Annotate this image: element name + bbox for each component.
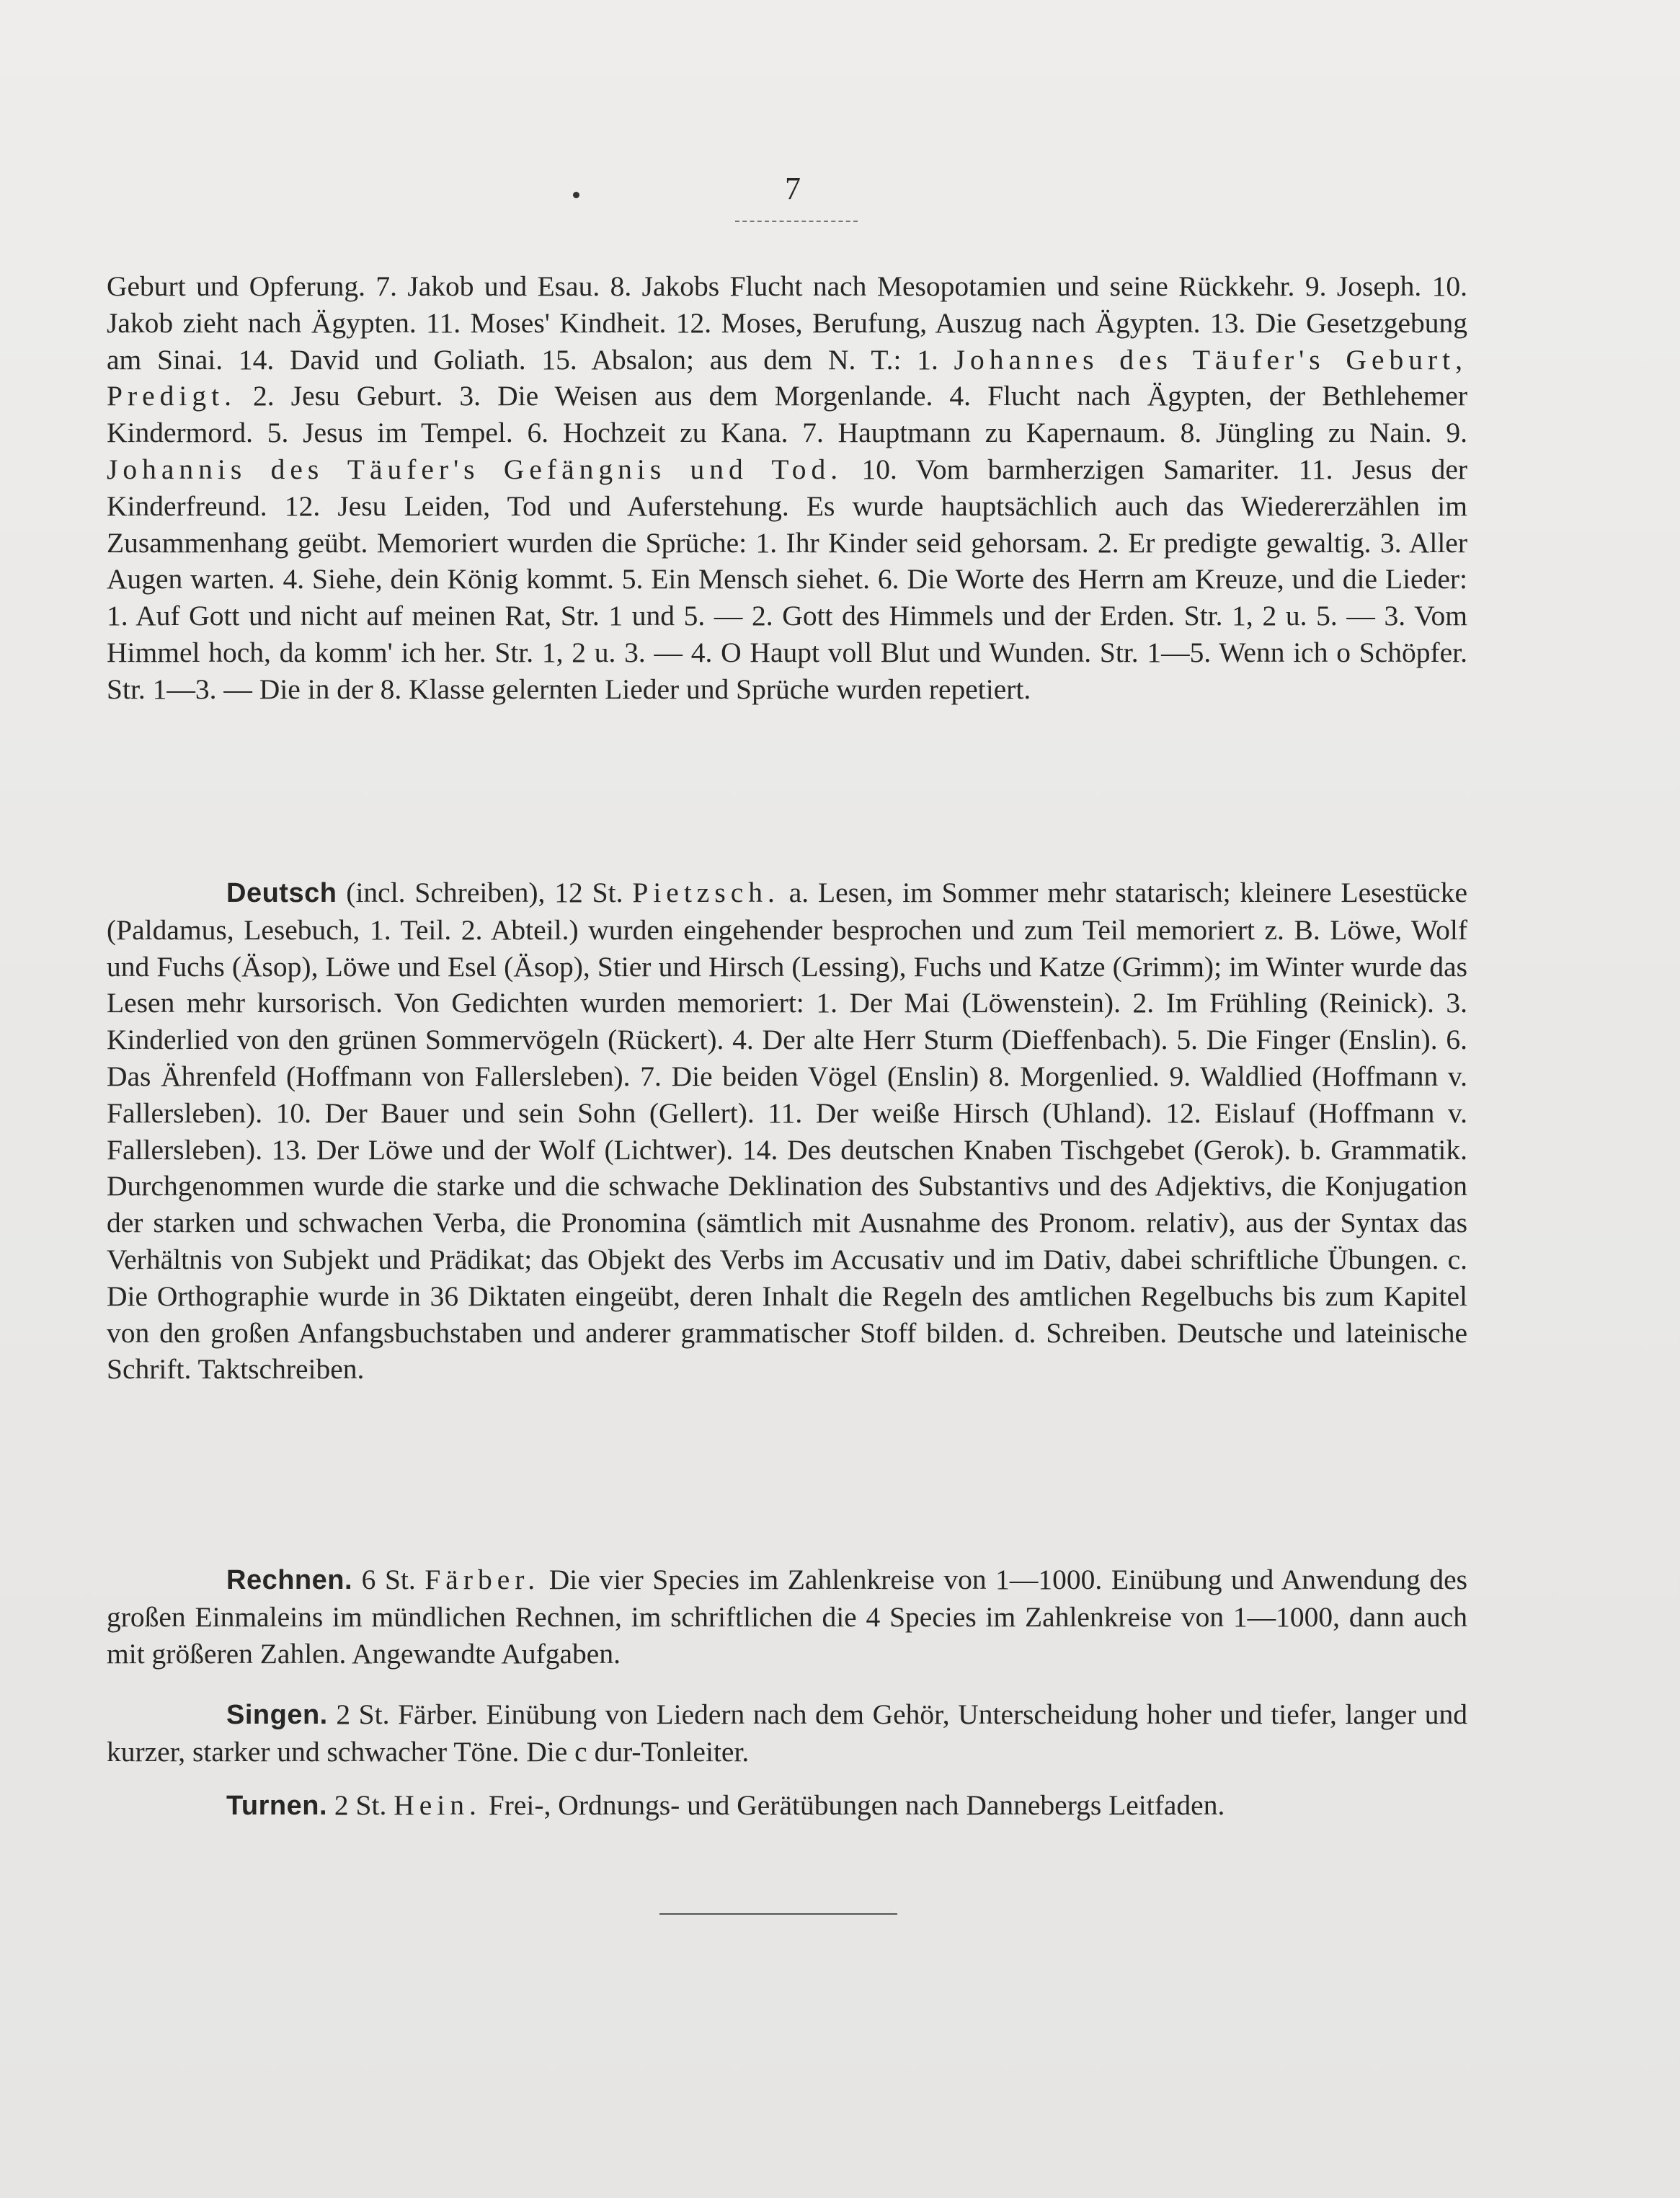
deutsch-teacher: Pietzsch. [632,877,780,908]
rechnen-teacher: Färber. [425,1564,541,1595]
religion-text-b: 2. Jesu Geburt. 3. Die Weisen aus dem Morgenlande. 4. Flucht nach Ägypten, der Bethlehemer Kindermord. 5. Jesus im Tempel. 6. Hochzeit zu Kana. 7. Hauptmann zu Kapernaum. 8. Jüngling zu Nain. 9. [107,380,1467,449]
paragraph-singen [107,1696,1467,1771]
rechnen-heading: Rechnen. [226,1565,353,1595]
paragraph-rechnen [107,1561,1467,1672]
turnen-heading: Turnen. [226,1791,328,1821]
singen-heading: Singen. [226,1700,328,1730]
paragraph-deutsch [107,874,1467,1388]
deutsch-text-a: (incl. Schreiben), 12 St. [337,877,633,908]
deutsch-text-b: a. Lesen, im Sommer mehr statarisch; kleinere Lesestücke (Paldamus, Lesebuch, 1. Teil. 2. Abteil.) wurden eingehender besprochen und zum Teil memoriert z. B. Löwe, Wolf und Fuchs (Äsop), Löwe und Esel (Äsop), Stier und Hirsch (Lessing), Fuchs und Katze (Grimm); im Winter wurde das Lesen mehr kursorisch. Von Gedichten wurden memoriert: 1. Der Mai (Löwenstein). 2. Im Frühling (Reinick). 3. Kinderlied von den grünen Sommervögeln (Rückert). 4. Der alte Herr Sturm (Dieffenbach). 5. Die Finger (Enslin). 6. Das Ährenfeld (Hoffmann von Fallersleben). 7. Die beiden Vögel (Enslin) 8. Morgenlied. 9. Waldlied (Hoffmann v. Fallersleben). 10. Der Bauer und sein Sohn (Gellert). 11. Der weiße Hirsch (Uhland). 12. Eislauf (Hoffmann v. Fallersleben). 13. Der Löwe und der Wolf (Lichtwer). 14. Des deutschen Knaben Tischgebet (Gerok). b. Grammatik. Durchgenommen wurde die starke und die schwache Deklination des Substantivs und des Adjektivs, die Konjugation der starken und schwachen Verba, die Pronomina (sämtlich mit Ausnahme des Pronom. relativ), aus der Syntax das Verhältnis von Subjekt und Prädikat; das Objekt des Verbs im Accusativ und im Dativ, dabei schriftliche Übungen. c. Die Orthographie wurde in 36 Diktaten eingeübt, deren Inhalt die Regeln des amtlichen Regelbuchs bis zum Kapitel von den großen Anfangsbuchstaben und anderer grammatischer Stoff bilden. d. Schreiben. Deutsche und lateinische Schrift. Taktschreiben. [107,877,1467,1386]
religion-spaced-a: Johannes des Täufer's Geburt, Predigt. [107,343,1467,412]
religion-text-a: Geburt und Opferung. 7. Jakob und Esau. 8. Jakobs Flucht nach Mesopotamien und seine Rückkehr. 9. Joseph. 10. Jakob zieht nach Ägypten. 11. Moses' Kindheit. 12. Moses, Berufung, Auszug nach Ägypten. 13. Die Gesetzgebung am Sinai. 14. David und Goliath. 15. Absalon; aus dem N. T.: 1. [107,270,1467,376]
paragraph-turnen [107,1787,1467,1825]
rechnen-text-a: 6 St. [352,1564,425,1595]
religion-spaced-b: Johannis des Täufer's Gefängnis und Tod. [107,453,843,485]
singen-teacher: Färber. [398,1698,478,1730]
turnen-teacher: Hein. [394,1789,481,1821]
paragraph-religion-continued [107,268,1467,708]
singen-text-a: 2 St. [327,1698,399,1730]
page-number-underline [735,221,858,222]
turnen-text-b: Frei-, Ordnungs- und Gerätübungen nach Dannebergs Leitfaden. [481,1789,1225,1821]
end-rule [659,1913,897,1915]
singen-text-b: Einübung von Liedern nach dem Gehör, Unterscheidung hoher und tiefer, langer und kurzer, starker und schwacher Töne. Die c dur-Tonleiter. [107,1698,1467,1768]
deutsch-heading: Deutsch [226,878,337,908]
turnen-text-a: 2 St. [327,1789,394,1821]
rechnen-text-b: Die vier Species im Zahlenkreise von 1—1000. Einübung und Anwendung des großen Einmaleins im mündlichen Rechnen, im schriftlichen die 4 Species im Zahlenkreise von 1—1000, dann auch mit größeren Zahlen. Angewandte Aufgaben. [107,1564,1467,1670]
religion-text-c: 10. Vom barmherzigen Samariter. 11. Jesus der Kinderfreund. 12. Jesu Leiden, Tod und Auferstehung. Es wurde hauptsächlich auch das Wiedererzählen im Zusammenhang geübt. Memoriert wurden die Sprüche: 1. Ihr Kinder seid gehorsam. 2. Er predigte gewaltig. 3. Aller Augen warten. 4. Siehe, dein König kommt. 5. Ein Mensch siehet. 6. Die Worte des Herrn am Kreuze, und die Lieder: 1. Auf Gott und nicht auf meinen Rat, Str. 1 und 5. — 2. Gott des Himmels und der Erden. Str. 1, 2 u. 5. — 3. Vom Himmel hoch, da komm' ich her. Str. 1, 2 u. 3. — 4. O Haupt voll Blut und Wunden. Str. 1—5. Wenn ich o Schöpfer. Str. 1—3. — Die in der 8. Klasse gelernten Lieder und Sprüche wurden repetiert. [107,453,1467,705]
printer-dot [573,192,579,198]
page-number: 7 [785,171,801,206]
